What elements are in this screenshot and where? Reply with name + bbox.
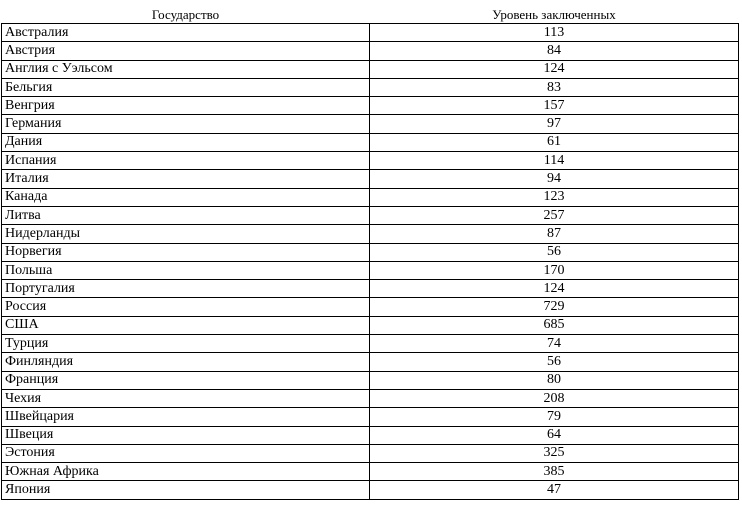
rate-cell: 83 xyxy=(370,78,739,96)
header-country: Государство xyxy=(2,7,370,24)
table-row xyxy=(2,24,739,42)
rate-cell: 170 xyxy=(370,261,739,279)
country-cell: Норвегия xyxy=(2,243,370,261)
rate-cell: 80 xyxy=(370,371,739,389)
rate-cell: 123 xyxy=(370,188,739,206)
rate-cell: 47 xyxy=(370,481,739,499)
country-cell: Южная Африка xyxy=(2,463,370,481)
rate-cell: 385 xyxy=(370,463,739,481)
rate-cell: 325 xyxy=(370,444,739,462)
table-row xyxy=(2,243,739,261)
rate-cell: 61 xyxy=(370,133,739,151)
country-cell: Швейцария xyxy=(2,408,370,426)
country-cell: Нидерланды xyxy=(2,225,370,243)
country-cell: Финляндия xyxy=(2,353,370,371)
country-cell: Испания xyxy=(2,152,370,170)
country-cell: Канада xyxy=(2,188,370,206)
rate-cell: 84 xyxy=(370,42,739,60)
country-cell: Англия с Уэльсом xyxy=(2,60,370,78)
country-cell: Турция xyxy=(2,335,370,353)
rate-cell: 94 xyxy=(370,170,739,188)
table-row xyxy=(2,206,739,224)
table-row xyxy=(2,225,739,243)
table-row xyxy=(2,170,739,188)
rate-cell: 97 xyxy=(370,115,739,133)
table-row xyxy=(2,371,739,389)
table-row xyxy=(2,389,739,407)
table-row xyxy=(2,426,739,444)
table-row xyxy=(2,353,739,371)
country-cell: Польша xyxy=(2,261,370,279)
rate-cell: 157 xyxy=(370,97,739,115)
rate-cell: 729 xyxy=(370,298,739,316)
table-row xyxy=(2,280,739,298)
rate-cell: 685 xyxy=(370,316,739,334)
table-row xyxy=(2,335,739,353)
country-cell: Австралия xyxy=(2,24,370,42)
rate-cell: 257 xyxy=(370,206,739,224)
rate-cell: 56 xyxy=(370,243,739,261)
country-cell: США xyxy=(2,316,370,334)
country-cell: Япония xyxy=(2,481,370,499)
rate-cell: 124 xyxy=(370,280,739,298)
table-row xyxy=(2,42,739,60)
rate-cell: 56 xyxy=(370,353,739,371)
table-row xyxy=(2,463,739,481)
table-row xyxy=(2,444,739,462)
country-cell: Россия xyxy=(2,298,370,316)
rate-cell: 87 xyxy=(370,225,739,243)
country-cell: Германия xyxy=(2,115,370,133)
rate-cell: 64 xyxy=(370,426,739,444)
rate-cell: 74 xyxy=(370,335,739,353)
table-row xyxy=(2,78,739,96)
rate-cell: 124 xyxy=(370,60,739,78)
rate-cell: 208 xyxy=(370,389,739,407)
rate-cell: 114 xyxy=(370,152,739,170)
table-row xyxy=(2,188,739,206)
country-cell: Дания xyxy=(2,133,370,151)
country-cell: Италия xyxy=(2,170,370,188)
header-rate: Уровень заключенных xyxy=(370,7,739,24)
table-row xyxy=(2,60,739,78)
prison-rate-table xyxy=(1,7,739,500)
table-row xyxy=(2,298,739,316)
country-cell: Венгрия xyxy=(2,97,370,115)
table-row xyxy=(2,316,739,334)
country-cell: Франция xyxy=(2,371,370,389)
country-cell: Чехия xyxy=(2,389,370,407)
country-cell: Португалия xyxy=(2,280,370,298)
rate-cell: 79 xyxy=(370,408,739,426)
table-row xyxy=(2,408,739,426)
table-row xyxy=(2,152,739,170)
table-row xyxy=(2,133,739,151)
table-row xyxy=(2,97,739,115)
country-cell: Литва xyxy=(2,206,370,224)
country-cell: Бельгия xyxy=(2,78,370,96)
table-row xyxy=(2,481,739,499)
rate-cell: 113 xyxy=(370,24,739,42)
country-cell: Австрия xyxy=(2,42,370,60)
table-body xyxy=(2,24,739,500)
table-row xyxy=(2,261,739,279)
country-cell: Эстония xyxy=(2,444,370,462)
table-header-row xyxy=(2,7,739,24)
table-row xyxy=(2,115,739,133)
country-cell: Швеция xyxy=(2,426,370,444)
